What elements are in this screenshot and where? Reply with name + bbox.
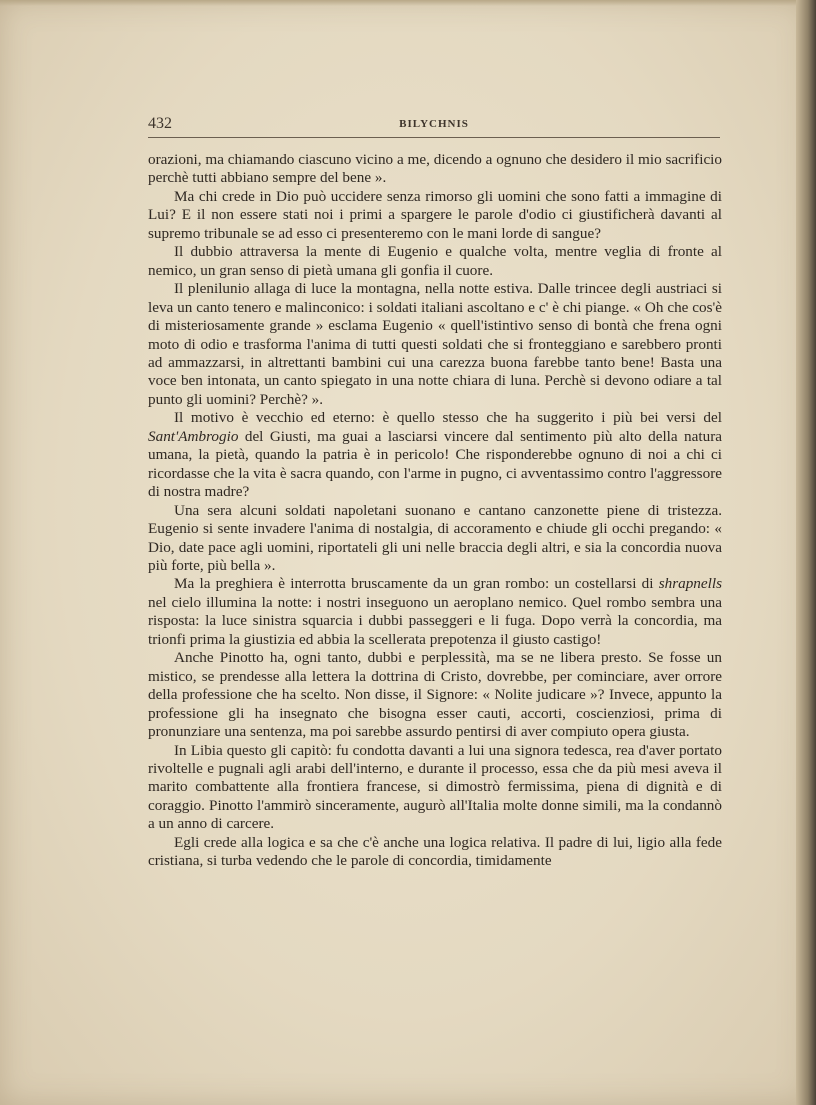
paragraph-text: nel cielo illumina la notte: i nostri inseguono un aeroplano nemico. Quel rombo sembra una risposta: la luce sinistra squarcia i dubbi passeggeri e li fuga. Dopo verrà la concordia, ma trionfi prima la giustizia ed abbia la scellerata prepotenza il giusto castigo! — [148, 593, 722, 648]
page-top-shadow — [0, 0, 808, 6]
italic-title: shrapnells — [658, 575, 722, 593]
paragraph-5 — [148, 409, 722, 501]
paragraph-text: Il plenilunio allaga di luce la montagna, nella notte estiva. Dalle trincee degli austriaci si leva un canto tenero e malinconico: i soldati italiani ascoltano e c' è chi piange. « Oh che cos'è di misteriosamente grande » esclama Eugenio « quell'istintivo senso di bontà che frena ogni moto di odio e trasforma l'anima di tutti questi soldati che si fronteggiano e sarebbero pronti ad ammazzarsi, in altrettanti bambini cui una carezza buona farebbe tanto bene! Basta una voce ben intonata, un canto spiegato in una notte chiara di luna. Perchè si devono odiare a tal punto gli uomini? Perchè? ». — [148, 280, 722, 408]
paragraph-1 — [148, 151, 722, 188]
page-number: 432 — [148, 115, 172, 132]
paragraph-text: orazioni, ma chiamando ciascuno vicino a me, dicendo a ognuno che desidero il mio sacrificio perchè tutti abbiano sempre del bene ». — [148, 151, 722, 187]
book-spine-edge — [796, 0, 816, 1105]
paragraph-3 — [148, 243, 722, 280]
paragraph-9 — [148, 742, 722, 834]
paragraph-text: Ma la preghiera è interrotta bruscamente da un gran rombo: un costellarsi di — [174, 575, 659, 593]
paragraph-text: del Giusti, ma guai a lasciarsi vincere dal sentimento più alto della natura umana, la pietà, quando la patria è in pericolo! Che risponderebbe ognuno di noi a chi ci ricordasse che la vita è sacra quando, con l'arme in pugno, ci avventassimo contro l'aggressore di nostra madre? — [148, 427, 722, 501]
paragraph-text: In Libia questo gli capitò: fu condotta davanti a lui una signora tedesca, rea d'aver portato rivoltelle e pugnali agli arabi dell'interno, e durante il processo, essa che da più mesi aveva il marito combattente alla frontiera francese, si dimostrò fermissima, piena di dignità e di coraggio. Pinotto l'ammirò sinceramente, augurò all'Italia molte donne simili, ma la condannò a un anno di carcere. — [148, 741, 722, 833]
paragraph-text: Ma chi crede in Dio può uccidere senza rimorso gli uomini che sono fatti a immagine di Lui? E il non essere stati noi i primi a spargere le parole d'odio ci giustificherà davanti al supremo tribunale se ad esso ci presenteremo con le mani lorde di sangue? — [148, 187, 722, 242]
paragraph-text: Il dubbio attraversa la mente di Eugenio e qualche volta, mentre veglia di fronte al nemico, un gran senso di pietà umana gli gonfia il cuore. — [148, 243, 722, 279]
body-text — [148, 151, 722, 871]
running-title: BILYCHNIS — [399, 118, 469, 130]
page-header — [148, 115, 720, 138]
paragraph-text: Una sera alcuni soldati napoletani suonano e cantano canzonette piene di tristezza. Eugenio si sente invadere l'anima di nostalgia, di accoramento e chiude gli occhi pregando: « Dio, date pace agli uomini, riportateli gli uni nelle braccia degli altri, e sia la concordia nuova più forte, più bella ». — [148, 501, 722, 574]
italic-title: Sant'Ambrogio — [148, 427, 239, 445]
paragraph-8 — [148, 649, 722, 741]
paragraph-4 — [148, 280, 722, 409]
paragraph-text: Egli crede alla logica e sa che c'è anche una logica relativa. Il padre di lui, ligio alla fede cristiana, si turba vedendo che le parole di concordia, timidamente — [148, 833, 722, 870]
paragraph-2 — [148, 188, 722, 243]
paragraph-text: Anche Pinotto ha, ogni tanto, dubbi e perplessità, ma se ne libera presto. Se fosse un mistico, se prendesse alla lettera la dottrina di Cristo, dovrebbe, per cominciare, aver orrore della professione che ha scelto. Non disse, il Signore: « Nolite judicare »? Invece, appunto la professione gli ha insegnato che bisogna esser cauti, accorti, coscienziosi, prima di pronunziare una sentenza, ma poi sarebbe assurdo pentirsi di aver compiuto opera giusta. — [148, 649, 722, 741]
paragraph-6 — [148, 502, 722, 576]
paragraph-7 — [148, 575, 722, 649]
paragraph-10 — [148, 834, 722, 871]
paragraph-text: Il motivo è vecchio ed eterno: è quello stesso che ha suggerito i più bei versi del — [174, 409, 722, 427]
